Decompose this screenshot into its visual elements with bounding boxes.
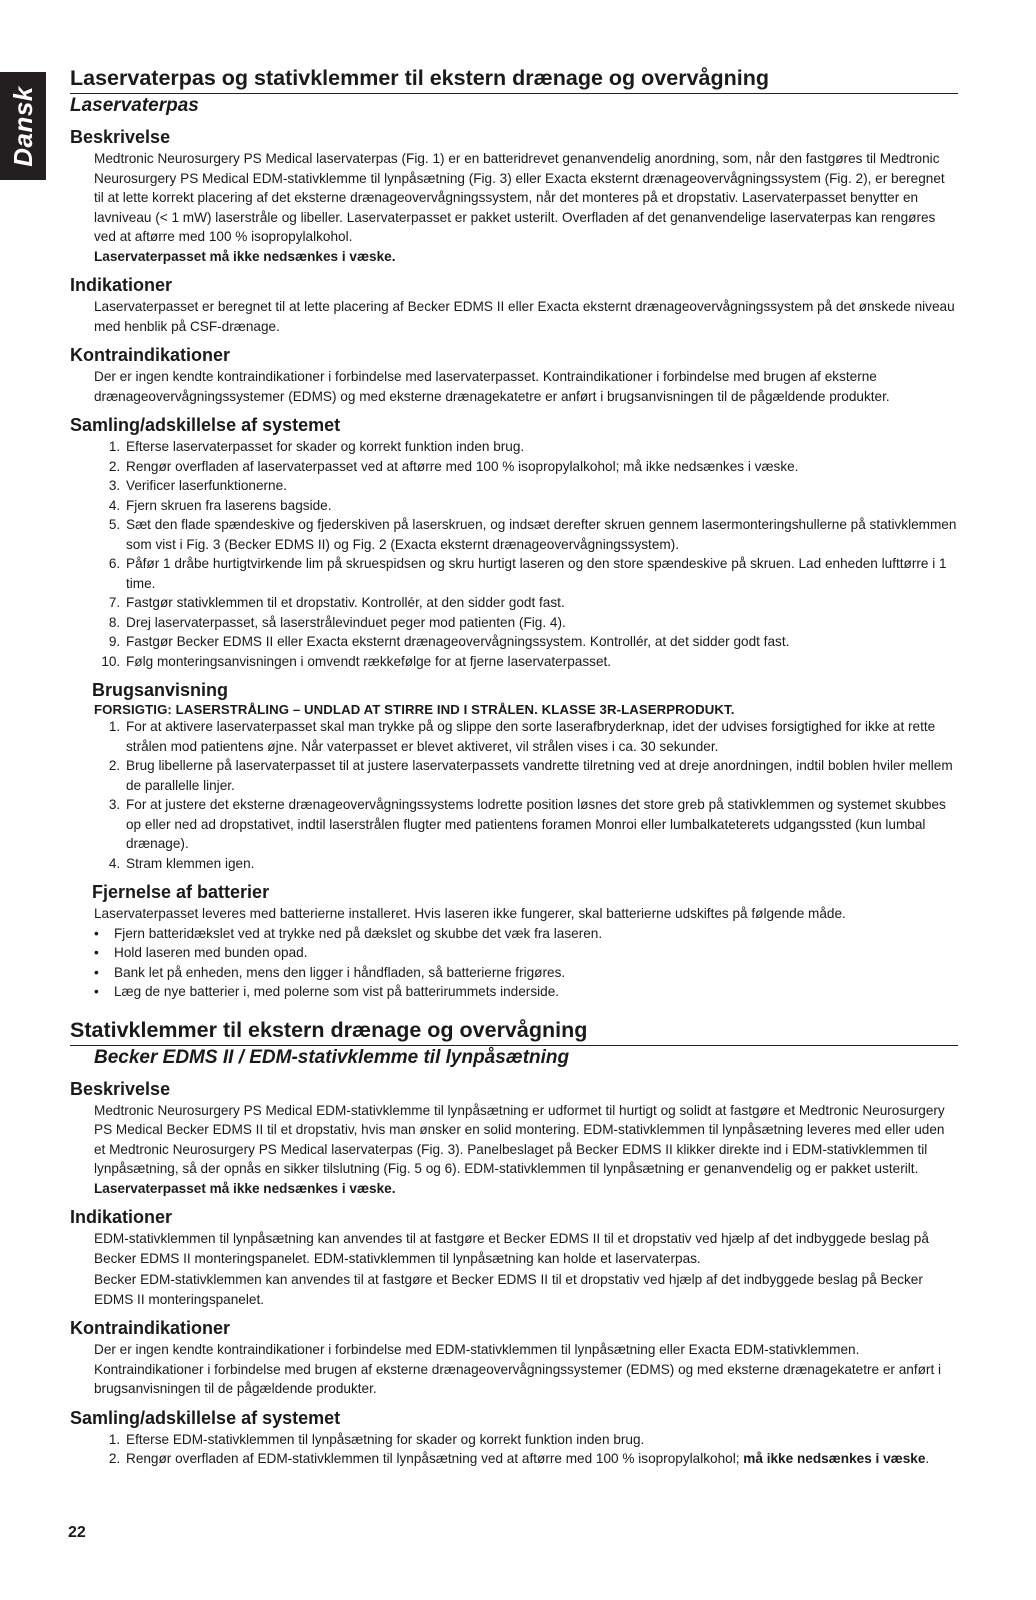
list-item: • Læg de nye batterier i, med polerne som vist på batterirummets inderside. — [114, 982, 958, 1002]
section-title-stativklemmer: Stativklemmer til ekstern drænage og overvågning — [70, 1016, 958, 1046]
list-item: 4. Fjern skruen fra laserens bagside. — [124, 496, 958, 516]
indikationer-text-2b: Becker EDM-stativklemmen kan anvendes til at fastgøre et Becker EDMS II til et dropstativ ved hjælp af det indbyggede beslag på Becker EDMS II monteringspanelet. — [94, 1272, 923, 1307]
list-item: 4. Stram klemmen igen. — [124, 854, 958, 874]
page-content — [70, 64, 958, 1469]
list-item: 5. Sæt den flade spændeskive og fjederskiven på laserskruen, og indsæt derefter skruen gennem lasermonteringshullerne på stativklemmen som vist i Fig. 3 (Becker EDMS II) og Fig. 2 (Exacta eksternt drænageovervågningssystem). — [124, 515, 958, 554]
heading-indikationer-2: Indikationer — [70, 1207, 173, 1227]
laser-warning: FORSIGTIG: LASERSTRÅLING – UNDLAD AT STIRRE IND I STRÅLEN. KLASSE 3R-LASERPRODUKT. — [94, 702, 735, 717]
subtitle-becker: Becker EDMS II / EDM-stativklemme til lynpåsætning — [94, 1046, 570, 1068]
kontraindikationer-text-2: Der er ingen kendte kontraindikationer i forbindelse med EDM-stativklemmen til lynpåsætning eller Exacta EDM-stativklemmen. Kontraindikationer i forbindelse med brugen af eksterne drænageovervågningssystemer (EDMS) og med eksterne drænagekatetre er anført i brugsanvisningen til de pågældende produkter. — [94, 1342, 942, 1396]
heading-beskrivelse: Beskrivelse — [70, 127, 171, 147]
list-item: • Fjern batteridækslet ved at trykke ned på dækslet og skubbe det væk fra laseren. — [114, 924, 958, 944]
list-item: 2. Rengør overfladen af laservaterpasset ved at aftørre med 100 % isopropylalkohol; må ikke nedsænkes i væske. — [124, 457, 958, 477]
list-item — [124, 1449, 958, 1469]
list-item: 3. Verificer laserfunktionerne. — [124, 476, 958, 496]
brug-steps — [70, 717, 958, 873]
list-item: 6. Påfør 1 dråbe hurtigtvirkende lim på skruespidsen og skru hurtigt laseren og den store spændeskive på skruen. Lad enheden lufttørre i 1 time. — [124, 554, 958, 593]
step2-text: Rengør overfladen af EDM-stativklemmen til lynpåsætning ved at aftørre med 100 % isopropylalkohol; — [126, 1451, 740, 1466]
indikationer-text-2a: EDM-stativklemmen til lynpåsætning kan anvendes til at fastgøre et Becker EDMS II til et dropstativ ved hjælp af det indbyggede beslag på Becker EDMS II monteringspanelet. EDM-stativklemmen til lynpåsætning kan holde et laservaterpas. — [94, 1231, 929, 1266]
indikationer-text: Laservaterpasset er beregnet til at lette placering af Becker EDMS II eller Exacta eksternt drænageovervågningssystem på det ønskede niveau med henblik på CSF-drænage. — [94, 299, 955, 334]
language-tab — [0, 72, 46, 180]
list-item: • Hold laseren med bunden opad. — [114, 943, 958, 963]
list-item: 3. For at justere det eksterne drænageovervågningssystems lodrette position løsnes det store greb på stativklemmen og systemet skubbes op eller ned ad dropstativet, indtil laserstrålen flugter med patientens foramen Monroi eller lumbalkateterets udgangssted (kun lumbal drænage). — [124, 795, 958, 854]
page-number: 22 — [68, 1524, 86, 1541]
section-title-laservaterpas: Laservaterpas og stativklemmer til ekstern drænage og overvågning — [70, 64, 958, 94]
list-item: • Bank let på enheden, mens den ligger i håndfladen, så batterierne frigøres. — [114, 963, 958, 983]
beskrivelse-warning-2: Laservaterpasset må ikke nedsænkes i væske. — [94, 1180, 396, 1196]
kontraindikationer-text: Der er ingen kendte kontraindikationer i forbindelse med laservaterpasset. Kontraindikationer i forbindelse med brugen af eksterne drænageovervågningssystemer (EDMS) og med eksterne drænagekatetre er anført i brugsanvisningen til de pågældende produkter. — [94, 369, 890, 404]
heading-samling-2: Samling/adskillelse af systemet — [70, 1407, 341, 1428]
step2-end: . — [925, 1451, 930, 1466]
list-item: 9. Fastgør Becker EDMS II eller Exacta eksternt drænageovervågningssystem. Kontrollér, at det sidder godt fast. — [124, 632, 958, 652]
language-tab-label: Dansk — [7, 85, 38, 167]
beskrivelse-text-2 — [94, 1101, 958, 1199]
heading-indikationer: Indikationer — [70, 275, 173, 295]
heading-brugsanvisning: Brugsanvisning — [92, 680, 229, 700]
beskrivelse-body: Medtronic Neurosurgery PS Medical laservaterpas (Fig. 1) er en batteridrevet genanvendelig anordning, som, når den fastgøres til Medtronic Neurosurgery PS Medical EDM-stativklemme til lynpåsætning (Fig. 3) eller Exacta eksternt drænageovervågningssystem (Fig. 2), er beregnet til at lette korrekt placering af det eksterne drænageovervågningssystem, når det monteres på et dropstativ. Laservaterpasset benytter en lavniveau (< 1 mW) laserstråle og libeller. Laservaterpasset er pakket usterilt. Overfladen af det genanvendelige laservaterpas kan rengøres ved at aftørre med 100 % isopropylalkohol. — [94, 151, 945, 244]
list-item: 1. For at aktivere laservaterpasset skal man trykke på og slippe den sorte laserafbryderknap, idet der udvises forsigtighed for ikke at rette strålen mod patientens øjne. Når vaterpasset er blevet aktiveret, vil strålen vises i ca. 30 sekunder. — [124, 717, 958, 756]
list-item: 8. Drej laservaterpasset, så laserstrålevinduet peger mod patienten (Fig. 4). — [124, 613, 958, 633]
samling-steps — [70, 437, 958, 671]
heading-kontraindikationer-2: Kontraindikationer — [70, 1318, 231, 1338]
list-item: 2. Brug libellerne på laservaterpasset til at justere laservaterpassets vandrette tilretning ved at dreje anordningen, indtil boblen hviler mellem de parallelle linjer. — [124, 756, 958, 795]
list-item: 1. Efterse EDM-stativklemmen til lynpåsætning for skader og korrekt funktion inden brug. — [124, 1430, 958, 1450]
list-item: 1. Efterse laservaterpasset for skader og korrekt funktion inden brug. — [124, 437, 958, 457]
samling-steps-2 — [70, 1430, 958, 1469]
batterier-text: Laservaterpasset leveres med batterierne installeret. Hvis laseren ikke fungerer, skal batterierne udskiftes på følgende måde. — [94, 906, 846, 921]
beskrivelse-warning: Laservaterpasset må ikke nedsænkes i væske. — [94, 248, 396, 264]
batterier-bullets — [70, 924, 958, 1002]
heading-kontraindikationer: Kontraindikationer — [70, 345, 231, 365]
heading-beskrivelse-2: Beskrivelse — [70, 1078, 171, 1099]
step2-bold: må ikke nedsænkes i væske — [743, 1451, 926, 1466]
list-item: 10. Følg monteringsanvisningen i omvendt rækkefølge for at fjerne laservaterpasset. — [124, 652, 958, 672]
heading-samling: Samling/adskillelse af systemet — [70, 415, 341, 435]
list-item: 7. Fastgør stativklemmen til et dropstativ. Kontrollér, at den sidder godt fast. — [124, 593, 958, 613]
subtitle-laservaterpas: Laservaterpas — [70, 95, 199, 116]
beskrivelse-text — [94, 149, 958, 266]
heading-batterier: Fjernelse af batterier — [92, 882, 270, 902]
beskrivelse-body-2: Medtronic Neurosurgery PS Medical EDM-stativklemme til lynpåsætning er udformet til hurtigt og solidt at fastgøre et Medtronic Neurosurgery PS Medical Becker EDMS II til et dropstativ, hvis man ønsker en solid montering. EDM-stativklemmen til lynpåsætning leveres med eller uden et Medtronic Neurosurgery PS Medical laservaterpas (Fig. 3). Panelbeslaget på Becker EDMS II klikker direkte ind i EDM-stativklemmen til lynpåsætning, så der opnås en sikker tilslutning (Fig. 5 og 6). EDM-stativklemmen til lynpåsætning er genanvendelig og er pakket usterilt. — [94, 1102, 945, 1176]
